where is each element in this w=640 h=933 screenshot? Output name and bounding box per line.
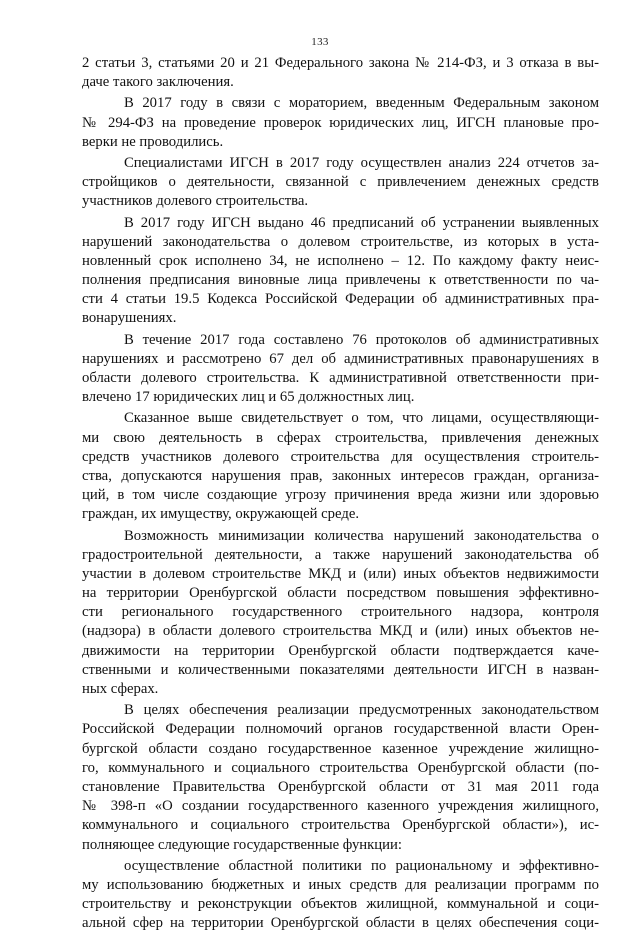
text-line: полнения предписания виновные лица привлечены к ответственности по ча- <box>82 272 599 289</box>
page-number: 133 <box>311 36 329 48</box>
text-line: нарушениях и рассмотрено 67 дел об административных правонарушениях в <box>82 350 599 367</box>
text-line: участии в долевом строительстве МКД и (или) иных объектов недвижимости <box>82 565 599 582</box>
paragraph <box>82 701 599 855</box>
text-line: В 2017 году ИГСН выдано 46 предписаний об устранении выявленных <box>124 214 599 231</box>
text-line: ных сферах. <box>82 681 159 697</box>
paragraph <box>82 857 599 933</box>
text-line: № 398-п «О создании государственного казенного учреждения жилищного, <box>82 798 599 815</box>
text-line: граждан, их имуществу, окружающей среде. <box>82 506 360 523</box>
text-line: № 294-ФЗ на проведение проверок юридических лиц, ИГСН плановые про- <box>82 114 599 131</box>
text-line: 2 статьи 3, статьями 20 и 21 Федерального закона № 214-ФЗ, и 3 отказа в вы- <box>82 55 599 71</box>
document-body <box>82 54 599 933</box>
text-line: ства, допускаются нарушения прав, законных интересов граждан, организа- <box>82 467 599 484</box>
paragraph <box>82 214 599 329</box>
text-line: альной сфер на территории Оренбургской области в целях обеспечения соци- <box>82 915 599 932</box>
text-line: становление Правительства Оренбургской области от 31 мая 2011 года <box>82 778 599 795</box>
paragraph <box>82 54 599 92</box>
text-line: му использованию бюджетных и иных средств для реализации программ по <box>82 876 599 893</box>
paragraph <box>82 94 599 152</box>
text-line: Сказанное выше свидетельствует о том, что лицами, осуществляющи- <box>124 410 599 427</box>
paragraph <box>82 527 599 700</box>
text-line: го, коммунального и социального строительства Оренбургской области (по- <box>82 759 599 776</box>
text-line: В целях обеспечения реализации предусмотренных законодательством <box>124 702 599 719</box>
text-line: полняющее следующие государственные функции: <box>82 836 402 853</box>
text-line: Специалистами ИГСН в 2017 году осуществлен анализ 224 отчетов за- <box>124 154 599 171</box>
paragraph <box>82 154 599 212</box>
paragraph <box>82 409 599 524</box>
paragraph <box>82 331 599 408</box>
text-line: стройщиков о деятельности, связанной с привлечением денежных средств <box>82 174 599 191</box>
text-line: средств участников долевого строительства для осуществления строитель- <box>82 448 599 465</box>
text-line: вонарушениях. <box>82 310 177 327</box>
text-line: даче такого заключения. <box>82 74 234 91</box>
text-line: сти 4 статьи 19.5 Кодекса Российской Федерации об административных пра- <box>82 291 599 308</box>
text-line: ций, в том числе создающие угрозу причинения вреда жизни или здоровью <box>82 487 599 504</box>
text-line: В течение 2017 года составлено 76 протоколов об административных <box>124 331 599 348</box>
text-line: нарушений законодательства о долевом строительстве, из которых в уста- <box>82 233 599 250</box>
text-line: верки не проводились. <box>82 133 224 150</box>
text-line: бургской области создано государственное казенное учреждение жилищно- <box>82 740 599 757</box>
text-line: движимости на территории Оренбургской области подтверждается каче- <box>82 642 599 659</box>
text-line: влечено 17 юридических лиц и 65 должностных лиц. <box>82 389 415 406</box>
text-line: (надзора) в области долевого строительства МКД и (или) иных объектов не- <box>82 623 599 640</box>
text-line: ми свою деятельность в сферах строительства, привлечения денежных <box>82 429 599 446</box>
text-line: ственными и количественными показателями деятельности ИГСН в назван- <box>82 661 599 678</box>
text-line: градостроительной деятельности, а также нарушений законодательства об <box>82 546 599 563</box>
text-line: В 2017 году в связи с мораторием, введенным Федеральным законом <box>124 95 599 112</box>
text-line: Возможность минимизации количества нарушений законодательства о <box>124 527 599 544</box>
text-line: участников долевого строительства. <box>82 193 309 210</box>
text-line: области долевого строительства. К административной ответственности при- <box>82 370 599 386</box>
text-line: строительству и реконструкции объектов жилищной, коммунальной и соци- <box>82 896 599 913</box>
text-line: Российской Федерации полномочий органов государственной власти Орен- <box>82 721 599 738</box>
text-line: новленный срок исполнено 34, не исполнено – 12. По каждому факту неис- <box>82 252 599 269</box>
text-line: на территории Оренбургской области посредством повышения эффективно- <box>82 585 599 602</box>
text-line: сти регионального государственного строительного надзора, контроля <box>82 604 599 621</box>
text-line: коммунального и социального строительства Оренбургской области»), ис- <box>82 817 599 834</box>
text-line: осуществление областной политики по рациональному и эффективно- <box>124 857 599 874</box>
